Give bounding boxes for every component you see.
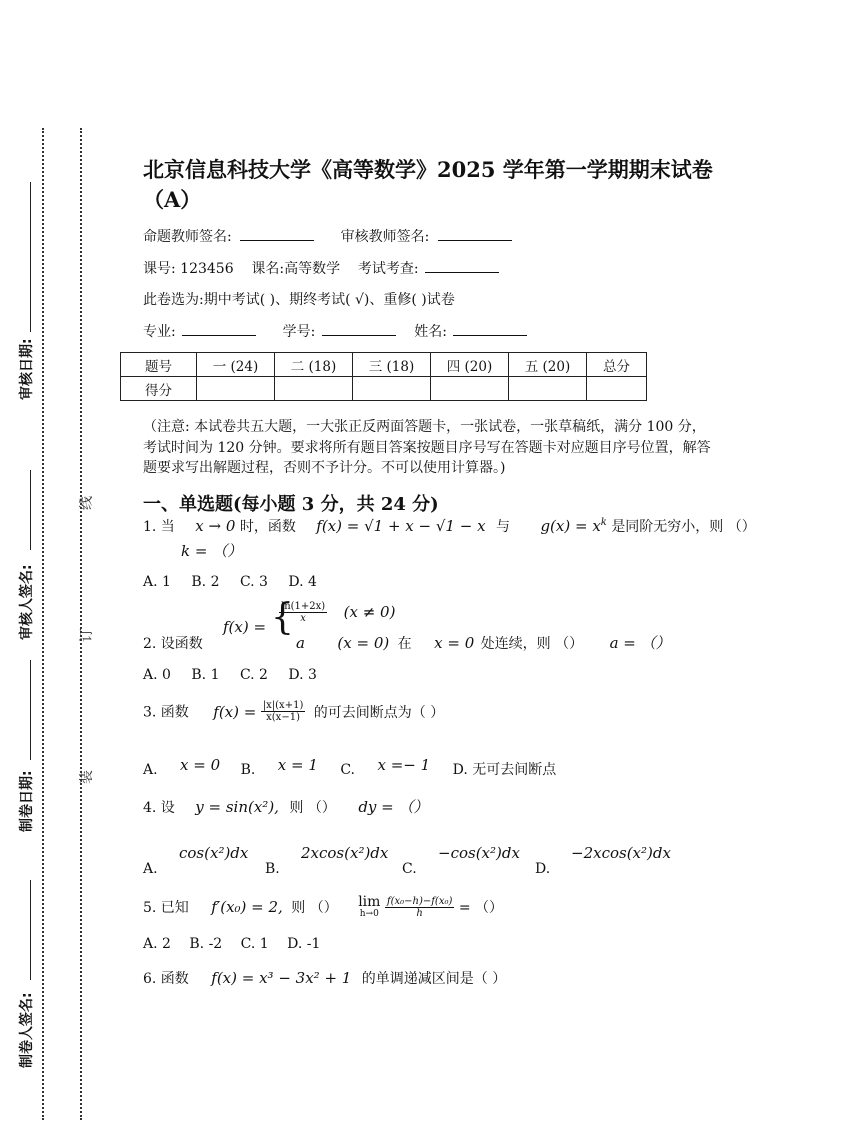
q5-mid: 则 （） [291,900,338,916]
question-6 [143,968,506,988]
q5-fraction: $\frac{\text{f(x₀−h)−f(x₀)}}{h}$ [386,895,453,919]
q3-option-c[interactable]: C. [340,762,356,778]
prepare-date-label: 制卷日期: [19,770,35,832]
q3-options [143,756,557,779]
q5-option-c[interactable]: C. 1 [240,936,269,952]
q2-mid: 在 [397,636,412,652]
preparer-signature-line [30,880,31,980]
q5-given: f′(x₀) = 2, [211,898,283,916]
q1-exponent: k [600,517,607,528]
student-info-row [143,321,527,341]
q1-option-a[interactable]: A. 1 [143,574,171,590]
course-info-row [143,258,499,278]
q4-mid: 则 （） [289,800,336,816]
q5-options [143,936,320,952]
setter-signature-label: 命题教师签名: [143,229,232,245]
notice-line-3: 题要求写出解题过程，否则不予计分。不可以使用计算器。) [143,460,506,476]
q2-option-c[interactable]: C. 2 [239,667,268,683]
q2-ask: a = （） [609,634,671,652]
binding-dotted-line-outer [42,128,44,1120]
reviewer-signature-line [30,470,31,550]
q4-ask: dy = （） [358,798,429,816]
binding-mark-bind: 装 [79,770,95,784]
binding-mark-line: 线 [79,496,95,510]
q4-option-b[interactable]: B. [265,861,280,877]
prepare-date-line [30,660,31,760]
q2-fx: f(x) = [223,618,267,636]
q5-prefix: 5. 已知 [143,900,189,916]
q2-case-2 [296,632,671,653]
q1-options [143,574,317,590]
question-3 [143,700,444,723]
q6-suffix: 的单调递减区间是（ ） [361,971,507,987]
q1-mid1: 时，函数 [239,519,296,535]
notice-line-2: 考试时间为 120 分钟。要求将所有题目答案按题目序号写在答题卡对应题目序号位置，解答 [143,440,711,456]
student-id-field[interactable] [322,321,396,336]
question-5 [143,895,503,919]
score-table-score-row [121,377,647,401]
q2-case-1-cond: (x ≠ 0) [343,602,396,621]
score-table [120,352,647,401]
score-cell[interactable] [275,377,353,401]
score-cell[interactable] [587,377,647,401]
question-1 [143,516,756,536]
review-date-label: 审核日期: [19,338,35,400]
q2-suffix: 处连续，则 （） [480,636,584,652]
q3-prefix: 3. 函数 [143,704,189,721]
q4-option-a[interactable]: A. [143,861,158,877]
q4-option-c-value: −cos(x²)dx [438,844,520,862]
q2-case-1 [279,601,395,624]
q5-option-d[interactable]: D. -1 [287,936,321,952]
score-row-label: 得分 [121,377,197,401]
q2-options [143,667,317,683]
student-id-label: 学号: [282,324,316,340]
q4-option-c[interactable]: C. [402,861,417,877]
page-title: 北京信息科技大学《高等数学》2025 学年第一学期期末试卷 [143,157,713,182]
binding-mark-staple: 订 [79,628,95,642]
review-date-line [30,182,31,332]
reviewer-signature-label-header: 审核教师签名: [340,229,430,245]
score-cell[interactable] [509,377,587,401]
q1-mid2: 与 [496,519,510,535]
q4-function: y = sin(x²), [195,798,279,816]
course-info-text: 课号: 123456 课名:高等数学 考试考查: [143,261,419,277]
q1-ask: k = （） [181,542,243,560]
q2-option-d[interactable]: D. 3 [288,667,317,683]
q4-option-a-value: cos(x²)dx [179,844,249,862]
exam-assessment-field[interactable] [425,258,499,273]
q1-g-function: $g(x) = x^k$ [540,517,607,535]
q3-suffix: 的可去间断点为（ ） [313,704,445,721]
q2-case-2-value: a [296,634,305,652]
q1-option-c[interactable]: C. 3 [239,574,268,590]
score-table-header: 题号 [121,353,197,377]
q6-function: f(x) = x³ − 3x² + 1 [211,969,352,987]
name-field[interactable] [453,321,527,336]
section-title: 一、单选题(每小题 3 分，共 24 分) [143,494,439,515]
q5-option-a[interactable]: A. 2 [143,936,171,952]
q2-prefix: 2. 设函数 [143,636,203,652]
q3-option-b[interactable]: B. [240,762,256,778]
setter-signature-row [143,226,512,246]
score-table-header: 三 (18) [353,353,431,377]
reviewer-signature-field[interactable] [438,226,512,241]
q4-option-d[interactable]: D. [535,861,551,877]
setter-signature-field[interactable] [240,226,314,241]
q5-option-b[interactable]: B. -2 [189,936,223,952]
major-label: 专业: [143,324,176,340]
score-table-header: 一 (24) [197,353,275,377]
q2-case-2-cond: (x = 0) [337,634,390,652]
q2-option-b[interactable]: B. 1 [191,667,220,683]
page-title-paper-version: （A） [143,187,202,212]
score-cell[interactable] [431,377,509,401]
name-label: 姓名: [414,324,447,340]
q3-option-b-value: x = 1 [277,756,318,774]
q1-suffix: 是同阶无穷小，则 （） [611,519,756,535]
q6-prefix: 6. 函数 [143,971,189,987]
q3-option-a[interactable]: A. [143,762,158,778]
score-table-header: 五 (20) [509,353,587,377]
score-table-header: 四 (20) [431,353,509,377]
score-cell[interactable] [197,377,275,401]
exam-type-line: 此卷选为:期中考试( )、期终考试( √)、重修( )试卷 [143,292,455,308]
q1-condition: x → 0 [195,517,236,535]
q2-fraction: $\frac{\ln(1+2x)}{x}$ [281,601,326,624]
q2-brace: { [271,597,294,638]
question-4 [143,796,429,817]
q5-suffix: = （） [458,900,504,916]
q3-option-c-value: x =− 1 [377,756,431,774]
q1-option-b[interactable]: B. 2 [191,574,220,590]
q4-prefix: 4. 设 [143,800,175,816]
q5-limit: lim h→0 [358,894,381,919]
q1-prefix: 1. 当 [143,519,175,535]
q2-point: x = 0 [434,634,475,652]
q4-option-b-value: 2xcos(x²)dx [301,844,389,862]
q3-option-d[interactable]: D. 无可去间断点 [452,762,557,778]
q2-option-a[interactable]: A. 0 [143,667,171,683]
notice-line-1: （注意: 本试卷共五大题，一大张正反两面答题卡，一张试卷，一张草稿纸，满分 100 分， [143,419,706,435]
q1-function: f(x) = √1 + x − √1 − x [316,517,486,535]
major-field[interactable] [182,321,256,336]
score-table-header: 总分 [587,353,647,377]
reviewer-signature-label: 审核人签名: [19,564,35,640]
q4-option-d-value: −2xcos(x²)dx [571,844,671,862]
q3-option-a-value: x = 0 [180,756,221,774]
binding-dotted-line-inner [80,128,82,1120]
q3-fraction: $\frac{|x|(x+1)}{x(x-1)}$ [262,700,304,723]
preparer-signature-label: 制卷人签名: [19,992,35,1068]
score-cell[interactable] [353,377,431,401]
q1-option-d[interactable]: D. 4 [288,574,317,590]
q3-fx: f(x) = [213,702,257,721]
score-table-header-row [121,353,647,377]
score-table-header: 二 (18) [275,353,353,377]
